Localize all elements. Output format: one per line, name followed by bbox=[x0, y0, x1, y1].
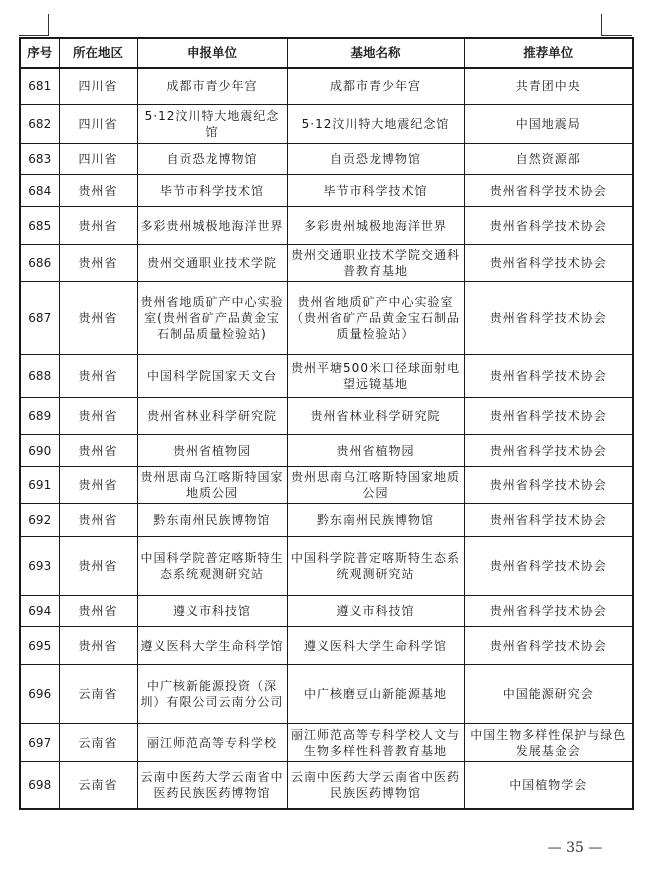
row-base-name: 5·12汶川特大地震纪念馆 bbox=[287, 104, 464, 143]
row-index: 687 bbox=[20, 282, 59, 355]
row-applicant: 遵义市科技馆 bbox=[137, 595, 287, 626]
table-row bbox=[20, 724, 633, 762]
row-region: 贵州省 bbox=[59, 435, 137, 466]
row-base-name: 贵州思南乌江喀斯特国家地质公园 bbox=[287, 466, 464, 504]
table-row bbox=[20, 143, 633, 174]
row-recommender: 贵州省科学技术协会 bbox=[464, 466, 633, 504]
row-applicant: 遵义医科大学生命科学馆 bbox=[137, 626, 287, 665]
row-applicant: 成都市青少年宫 bbox=[137, 68, 287, 104]
row-recommender: 自然资源部 bbox=[464, 143, 633, 174]
table-row bbox=[20, 504, 633, 536]
row-index: 698 bbox=[20, 761, 59, 809]
row-recommender: 贵州省科学技术协会 bbox=[464, 397, 633, 435]
row-index: 691 bbox=[20, 466, 59, 504]
crop-mark-right-vertical bbox=[601, 14, 602, 36]
row-index: 695 bbox=[20, 626, 59, 665]
table-row bbox=[20, 68, 633, 104]
table-row bbox=[20, 761, 633, 809]
table-row bbox=[20, 282, 633, 355]
table-row bbox=[20, 536, 633, 595]
row-recommender: 贵州省科学技术协会 bbox=[464, 435, 633, 466]
row-applicant: 5·12汶川特大地震纪念馆 bbox=[137, 104, 287, 143]
row-region: 贵州省 bbox=[59, 244, 137, 282]
row-recommender: 贵州省科学技术协会 bbox=[464, 174, 633, 206]
row-index: 694 bbox=[20, 595, 59, 626]
row-base-name: 中国科学院普定喀斯特生态系统观测研究站 bbox=[287, 536, 464, 595]
header-base-name: 基地名称 bbox=[287, 38, 464, 68]
row-index: 688 bbox=[20, 355, 59, 398]
row-region: 贵州省 bbox=[59, 595, 137, 626]
row-index: 684 bbox=[20, 174, 59, 206]
row-applicant: 贵州省植物园 bbox=[137, 435, 287, 466]
header-recommender: 推荐单位 bbox=[464, 38, 633, 68]
row-region: 贵州省 bbox=[59, 466, 137, 504]
header-region: 所在地区 bbox=[59, 38, 137, 68]
row-applicant: 丽江师范高等专科学校 bbox=[137, 724, 287, 762]
row-region: 贵州省 bbox=[59, 397, 137, 435]
row-base-name: 遵义市科技馆 bbox=[287, 595, 464, 626]
row-index: 685 bbox=[20, 207, 59, 245]
row-index: 683 bbox=[20, 143, 59, 174]
header-index: 序号 bbox=[20, 38, 59, 68]
row-base-name: 贵州省林业科学研究院 bbox=[287, 397, 464, 435]
row-index: 692 bbox=[20, 504, 59, 536]
crop-mark-left-horizontal bbox=[19, 35, 49, 36]
row-applicant: 中广核新能源投资（深圳）有限公司云南分公司 bbox=[137, 665, 287, 724]
row-recommender: 共青团中央 bbox=[464, 68, 633, 104]
row-region: 贵州省 bbox=[59, 536, 137, 595]
row-base-name: 丽江师范高等专科学校人文与生物多样性科普教育基地 bbox=[287, 724, 464, 762]
row-base-name: 贵州省地质矿产中心实验室（贵州省矿产品黄金宝石制品质量检验站） bbox=[287, 282, 464, 355]
row-index: 696 bbox=[20, 665, 59, 724]
row-index: 689 bbox=[20, 397, 59, 435]
row-index: 697 bbox=[20, 724, 59, 762]
table-row bbox=[20, 174, 633, 206]
table-row bbox=[20, 435, 633, 466]
row-applicant: 贵州省地质矿产中心实验室(贵州省矿产品黄金宝石制品质量检验站) bbox=[137, 282, 287, 355]
row-base-name: 云南中医药大学云南省中医药民族医药博物馆 bbox=[287, 761, 464, 809]
row-region: 贵州省 bbox=[59, 174, 137, 206]
row-applicant: 中国科学院普定喀斯特生态系统观测研究站 bbox=[137, 536, 287, 595]
row-applicant: 自贡恐龙博物馆 bbox=[137, 143, 287, 174]
row-recommender: 中国生物多样性保护与绿色发展基金会 bbox=[464, 724, 633, 762]
row-recommender: 贵州省科学技术协会 bbox=[464, 626, 633, 665]
row-region: 云南省 bbox=[59, 761, 137, 809]
row-base-name: 自贡恐龙博物馆 bbox=[287, 143, 464, 174]
row-region: 云南省 bbox=[59, 724, 137, 762]
row-region: 四川省 bbox=[59, 68, 137, 104]
row-recommender: 贵州省科学技术协会 bbox=[464, 207, 633, 245]
table-row bbox=[20, 104, 633, 143]
row-applicant: 贵州省林业科学研究院 bbox=[137, 397, 287, 435]
table-row bbox=[20, 595, 633, 626]
row-base-name: 贵州交通职业技术学院交通科普教育基地 bbox=[287, 244, 464, 282]
row-base-name: 毕节市科学技术馆 bbox=[287, 174, 464, 206]
row-recommender: 中国能源研究会 bbox=[464, 665, 633, 724]
row-index: 681 bbox=[20, 68, 59, 104]
row-region: 贵州省 bbox=[59, 626, 137, 665]
row-recommender: 贵州省科学技术协会 bbox=[464, 282, 633, 355]
row-applicant: 云南中医药大学云南省中医药民族医药博物馆 bbox=[137, 761, 287, 809]
header-applicant: 申报单位 bbox=[137, 38, 287, 68]
table-row bbox=[20, 466, 633, 504]
table-header-row bbox=[20, 38, 633, 68]
row-base-name: 成都市青少年宫 bbox=[287, 68, 464, 104]
row-applicant: 贵州思南乌江喀斯特国家地质公园 bbox=[137, 466, 287, 504]
row-base-name: 贵州平塘500米口径球面射电望远镜基地 bbox=[287, 355, 464, 398]
row-base-name: 遵义医科大学生命科学馆 bbox=[287, 626, 464, 665]
row-applicant: 多彩贵州城极地海洋世界 bbox=[137, 207, 287, 245]
row-applicant: 黔东南州民族博物馆 bbox=[137, 504, 287, 536]
table-row bbox=[20, 626, 633, 665]
row-applicant: 贵州交通职业技术学院 bbox=[137, 244, 287, 282]
row-index: 682 bbox=[20, 104, 59, 143]
row-region: 云南省 bbox=[59, 665, 137, 724]
row-recommender: 贵州省科学技术协会 bbox=[464, 595, 633, 626]
row-index: 686 bbox=[20, 244, 59, 282]
row-recommender: 贵州省科学技术协会 bbox=[464, 244, 633, 282]
row-recommender: 贵州省科学技术协会 bbox=[464, 504, 633, 536]
crop-mark-left-vertical bbox=[48, 14, 49, 36]
row-region: 贵州省 bbox=[59, 355, 137, 398]
row-recommender: 中国地震局 bbox=[464, 104, 633, 143]
row-base-name: 多彩贵州城极地海洋世界 bbox=[287, 207, 464, 245]
row-base-name: 中广核磨豆山新能源基地 bbox=[287, 665, 464, 724]
base-list-table bbox=[19, 37, 634, 810]
row-applicant: 毕节市科学技术馆 bbox=[137, 174, 287, 206]
page-number: — 35 — bbox=[547, 840, 603, 856]
table-row bbox=[20, 397, 633, 435]
table-row bbox=[20, 665, 633, 724]
row-index: 693 bbox=[20, 536, 59, 595]
crop-mark-right-horizontal bbox=[601, 35, 632, 36]
row-region: 贵州省 bbox=[59, 504, 137, 536]
row-index: 690 bbox=[20, 435, 59, 466]
table-row bbox=[20, 207, 633, 245]
row-base-name: 黔东南州民族博物馆 bbox=[287, 504, 464, 536]
row-recommender: 贵州省科学技术协会 bbox=[464, 355, 633, 398]
row-region: 贵州省 bbox=[59, 207, 137, 245]
row-recommender: 贵州省科学技术协会 bbox=[464, 536, 633, 595]
row-region: 贵州省 bbox=[59, 282, 137, 355]
table-row bbox=[20, 355, 633, 398]
table-row bbox=[20, 244, 633, 282]
row-region: 四川省 bbox=[59, 143, 137, 174]
row-base-name: 贵州省植物园 bbox=[287, 435, 464, 466]
row-recommender: 中国植物学会 bbox=[464, 761, 633, 809]
row-applicant: 中国科学院国家天文台 bbox=[137, 355, 287, 398]
row-region: 四川省 bbox=[59, 104, 137, 143]
